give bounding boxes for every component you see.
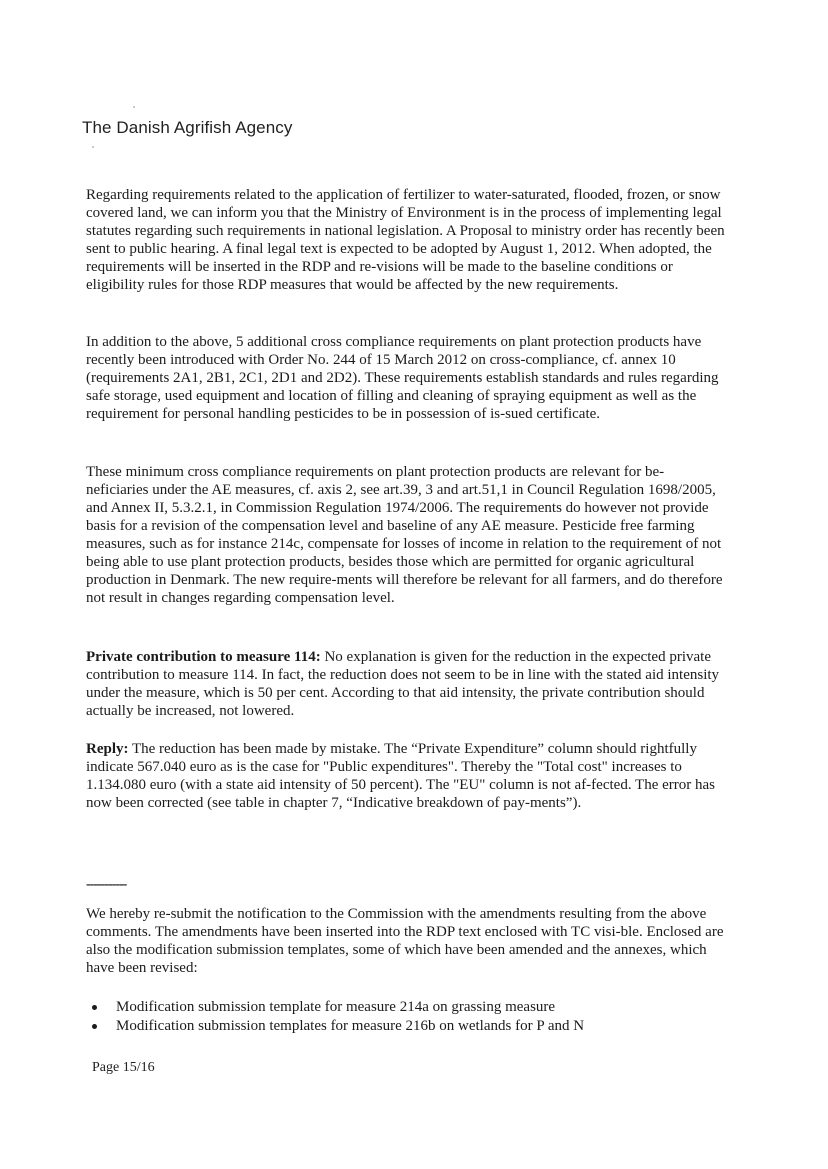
agency-header: The Danish Agrifish Agency [82, 118, 293, 137]
private-contribution-heading: Private contribution to measure 114: [86, 649, 321, 665]
paragraph-minimum-requirements: These minimum cross compliance requirements on plant protection products are relevant for be-neficiaries under the AE measures, cf. axis 2, see art.39, 3 and art.51,1 in Council Regulation 1698/2005, and Annex II, 5.3.2.1, in Commission Regulation 1974/2006. The requirements do however not provide basis for a revision of the compensation level and baseline of any AE measure. Pesticide free farming measures, such as for instance 214c, compensate for losses of income in relation to the requirement of not being able to use plant protection products, besides those which are permitted for organic agricultural production in Denmark. The new require-ments will therefore be relevant for all farmers, and do therefore not result in changes regarding compensation level. [86, 464, 723, 606]
list-item-text: Modification submission template for measure 214a on grassing measure [116, 999, 556, 1015]
paragraph-resubmission: We hereby re-submit the notification to the Commission with the amendments resulting from the above comments. The amendments have been inserted into the RDP text enclosed with TC visi-ble. Enclosed are also the modification submission templates, some of which have been amended and the annexes, which have been revised: [86, 906, 724, 976]
paragraph-reply [86, 740, 726, 812]
bullet-icon [92, 1024, 97, 1029]
page-number: Page 15/16 [92, 1060, 155, 1075]
section-separator: ----------- [86, 877, 127, 892]
scan-speck [133, 106, 135, 108]
reply-text: The reduction has been made by mistake. The “Private Expenditure” column should rightfully indicate 567.040 euro as is the case for "Public expenditures". Thereby the "Total cost" increases to 1.134.080 euro (with a state aid intensity of 50 percent). The "EU" column is not af-fected. The error has now been corrected (see table in chapter 7, “Indicative breakdown of pay-ments”). [86, 741, 716, 811]
reply-heading: Reply: [86, 741, 129, 757]
private-contribution-text: No explanation is given for the reduction in the expected private contribution to measure 114. In fact, the reduction does not seem to be in line with the stated aid intensity under the measure, which is 50 per cent. According to that aid intensity, the private contribution should actually be increased, not lowered. [86, 649, 720, 719]
scan-speck [92, 146, 94, 148]
list-item [92, 1017, 732, 1036]
paragraph-private-contribution [86, 648, 726, 720]
enclosure-list [92, 998, 732, 1036]
list-item-text: Modification submission templates for measure 216b on wetlands for P and N [116, 1018, 585, 1034]
bullet-icon [92, 1005, 97, 1010]
paragraph-fertilizer-requirements: Regarding requirements related to the application of fertilizer to water-saturated, flooded, frozen, or snow covered land, we can inform you that the Ministry of Environment is in the process of implementing legal statutes regarding such requirements in national legislation. A Proposal to ministry order has recently been sent to public hearing. A final legal text is expected to be adopted by August 1, 2012. When adopted, the requirements will be inserted in the RDP and re-visions will be made to the baseline conditions or eligibility rules for those RDP measures that would be affected by the new requirements. [86, 187, 725, 293]
list-item [92, 998, 732, 1017]
paragraph-cross-compliance: In addition to the above, 5 additional cross compliance requirements on plant protection products have recently been introduced with Order No. 244 of 15 March 2012 on cross-compliance, cf. annex 10 (requirements 2A1, 2B1, 2C1, 2D1 and 2D2). These requirements establish standards and rules regarding safe storage, used equipment and location of filling and cleaning of spraying equipment as well as the requirement for personal handling pesticides to be in possession of is-sued certificate. [86, 334, 719, 422]
